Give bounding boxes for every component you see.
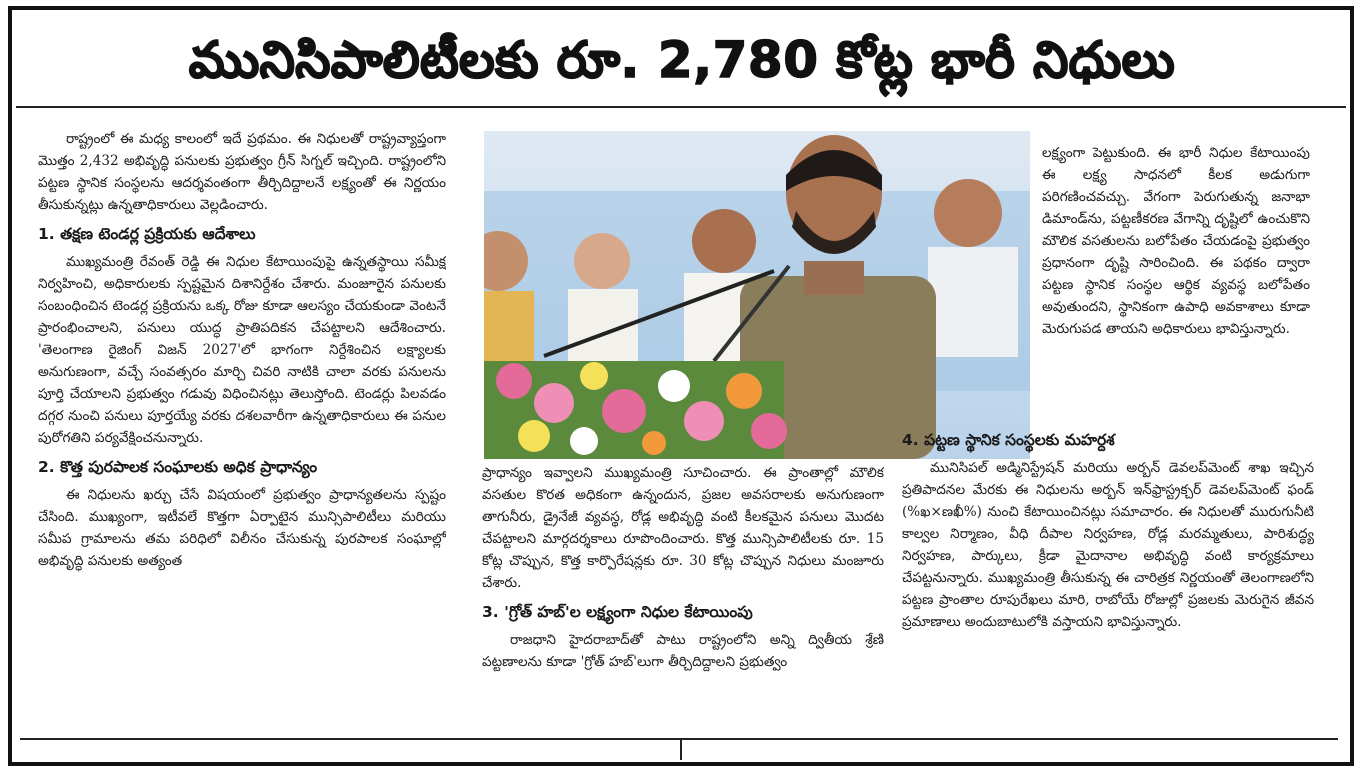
column-1 bbox=[38, 128, 446, 728]
next-article-fragment-right bbox=[760, 744, 1280, 758]
column-2 bbox=[482, 462, 884, 727]
banner-portrait-1 bbox=[484, 231, 534, 371]
section-1-body: ముఖ్యమంత్రి రేవంత్ రెడ్డి ఈ నిధుల కేటాయింపుపై ఉన్నతస్థాయి సమీక్ష నిర్వహించి, అధికారులకు స్పష్టమైన దిశానిర్దేశం చేశారు. మంజూరైన పనులకు సంబంధించిన టెండర్ల ప్రక్రియను ఒక్క రోజు కూడా ఆలస్యం చేయకుండా వెంటనే ప్రారంభించాలని, పనులు యుద్ధ ప్రాతిపదికన చేపట్టాలని ఆదేశించారు. 'తెలంగాణ రైజింగ్ విజన్ 2027'లో భాగంగా నిర్దేశించిన లక్ష్యాలకు అనుగుణంగా, వచ్చే సంవత్సరం మార్చి చివరి నాటికి చాలా వరకు పనులను పూర్తి చేయాలని ప్రభుత్వం గడువు విధించినట్లు తెలుస్తోంది. టెండర్లు పిలవడం దగ్గర నుంచి పనులు పూర్తయ్యే వరకు దశలవారీగా ఉన్నతాధికారులు ఈ పనుల పురోగతిని పర్యవేక్షించనున్నారు. bbox=[38, 254, 446, 446]
intro-paragraph: రాష్ట్రంలో ఈ మధ్య కాలంలో ఇదే ప్రథమం. ఈ నిధులతో రాష్ట్రవ్యాప్తంగా మొత్తం 2,432 అభివృద్ధి పనులకు ప్రభుత్వం గ్రీన్ సిగ్నల్ ఇచ్చింది. రాష్ట్రంలోని పట్టణ స్థానిక సంస్థలను ఆదర్శవంతంగా తీర్చిదిద్దాలనే లక్ష్యంతో ఈ నిర్ణయం తీసుకున్నట్లు ఉన్నతాధికారులు వెల్లడించారు. bbox=[38, 131, 446, 213]
next-article-fragment-left bbox=[440, 744, 670, 758]
headline: మునిసిపాలిటీలకు రూ. 2,780 కోట్ల భారీ నిధులు bbox=[188, 31, 1176, 89]
section-1-heading: 1. తక్షణ టెండర్ల ప్రక్రియకు ఆదేశాలు bbox=[38, 225, 256, 243]
section-3-body: రాజధాని హైదరాబాద్‌తో పాటు రాష్ట్రంలోని అన్ని ద్వితీయ శ్రేణి పట్టణాలను కూడా 'గ్రోత్ హబ్'లుగా తీర్చిదిద్దాలని ప్రభుత్వం bbox=[482, 632, 884, 670]
column-3-lower bbox=[902, 422, 1314, 722]
news-photo bbox=[484, 131, 1030, 459]
section-4-body: మునిసిపల్ అడ్మినిస్ట్రేషన్ మరియు అర్బన్ డెవలప్‌మెంట్ శాఖ ఇచ్చిన ప్రతిపాదనల మేరకు ఈ నిధులను అర్బన్ ఇన్‌ఫ్రాస్ట్రక్చర్ డెవలప్‌మెంట్ ఫండ్ (%ఖ×ణఖీ%) నుంచి కేటాయించినట్లు సమాచారం. ఈ నిధులతో మురుగునీటి కాల్వల నిర్మాణం, వీధి దీపాల నిర్వహణ, రోడ్ల మరమ్మతులు, పారిశుద్ధ్య నిర్వహణ, పార్కులు, క్రీడా మైదానాల అభివృద్ధి వంటి కార్యక్రమాలు చేపట్టనున్నారు. ముఖ్యమంత్రి తీసుకున్న ఈ చారిత్రక నిర్ణయంతో తెలంగాణలోని పట్టణ ప్రాంతాల రూపురేఖలు మారి, రాబోయే రోజుల్లో ప్రజలకు మెరుగైన జీవన ప్రమాణాలు అందుబాటులోకి వస్తాయని భావిస్తున్నారు. bbox=[902, 460, 1314, 630]
bottom-divider bbox=[680, 740, 682, 760]
section-3-heading: 3. 'గ్రోత్ హబ్'ల లక్ష్యంగా నిధుల కేటాయింపు bbox=[482, 603, 753, 621]
headline-rule bbox=[16, 106, 1346, 108]
column-3-continuation: లక్ష్యంగా పెట్టుకుంది. ఈ భారీ నిధుల కేటాయింపు ఈ లక్ష్య సాధనలో కీలక అడుగుగా పరిగణించవచ్చు. వేగంగా పెరుగుతున్న జనాభా డిమాండ్‌ను, పట్టణీకరణ వేగాన్ని దృష్టిలో ఉంచుకొని మౌలిక వసతులను బలోపేతం చేయడంపై ప్రభుత్వం ప్రధానంగా దృష్టి సారించింది. ఈ పథకం ద్వారా పట్టణ స్థానిక సంస్థల ఆర్థిక వ్యవస్థ బలోపేతం అవుతుందని, స్థానికంగా ఉపాధి అవకాశాలు కూడా మెరుగుపడ తాయని అధికారులు భావిస్తున్నారు. bbox=[1042, 145, 1310, 337]
bottom-rule bbox=[20, 738, 1338, 740]
column-3-upper bbox=[1042, 142, 1310, 420]
section-2-body: ఈ నిధులను ఖర్చు చేసే విషయంలో ప్రభుత్వం ప్రాధాన్యతలను స్పష్టం చేసింది. ముఖ్యంగా, ఇటీవలే కొత్తగా ఏర్పాటైన మున్సిపాలిటీలు మరియు సమీప గ్రామాలను తమ పరిధిలో విలీనం చేసుకున్న పురపాలక సంఘాల్లో అభివృద్ధి పనులకు అత్యంత bbox=[38, 487, 446, 569]
section-4-heading: 4. పట్టణ స్థానిక సంస్థలకు మహర్దశ bbox=[902, 431, 1115, 449]
banner-portrait-2 bbox=[568, 233, 638, 369]
section-2-heading: 2. కొత్త పురపాలక సంఘాలకు అధిక ప్రాధాన్యం bbox=[38, 458, 318, 476]
flower-arrangement bbox=[484, 361, 787, 459]
column-2-continuation: ప్రాధాన్యం ఇవ్వాలని ముఖ్యమంత్రి సూచించారు. ఈ ప్రాంతాల్లో మౌలిక వసతుల కొరత అధికంగా ఉన్నందున, ప్రజల అవసరాలకు అనుగుణంగా తాగునీరు, డ్రైనేజీ వ్యవస్థ, రోడ్ల అభివృద్ధి వంటి కీలకమైన పనులు మొదట చేపట్టాలని మార్గదర్శకాలు రూపొందించారు. కొత్త మున్సిపాలిటీలకు రూ. 15 కోట్ల చొప్పున, కొత్త కార్పొరేషన్లకు రూ. 30 కోట్ల చొప్పున నిధులు మంజూరు చేశారు. bbox=[482, 465, 884, 591]
photo-illustration bbox=[484, 131, 1030, 459]
